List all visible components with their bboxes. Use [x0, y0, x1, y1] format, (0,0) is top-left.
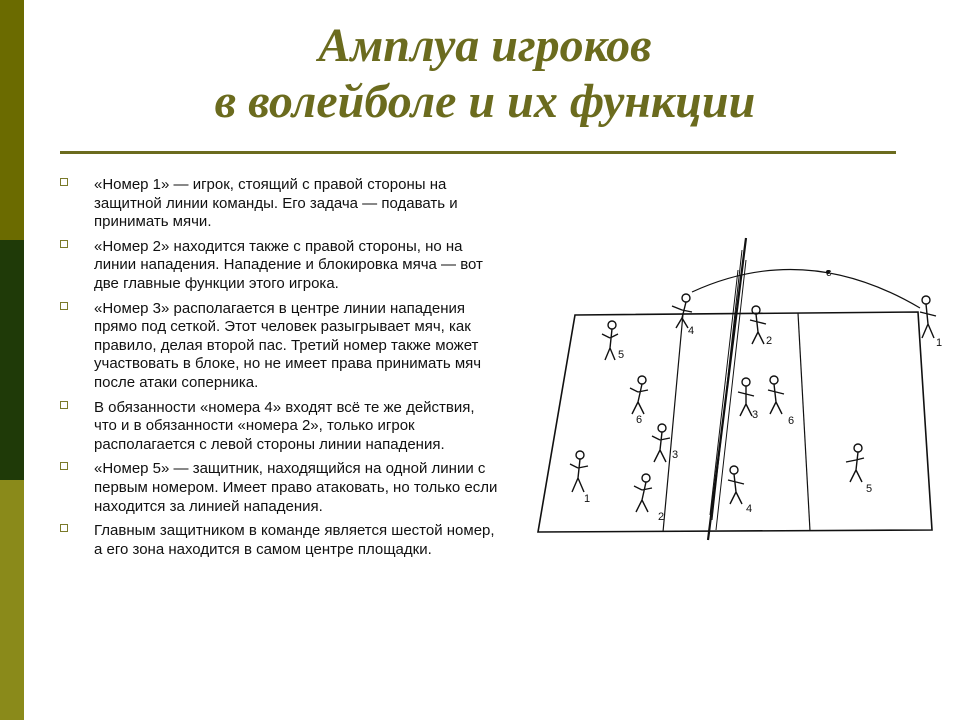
square-bullet-icon	[60, 178, 68, 186]
square-bullet-icon	[60, 302, 68, 310]
left-position-4-label: 4	[688, 325, 695, 337]
bullet-item	[58, 522, 500, 559]
right-attack-line	[798, 313, 810, 531]
title-line-2: в волейболе и их функции	[214, 75, 756, 128]
bullet-text: «Номер 5» — защитник, находящийся на одной линии с первым номером. Имеет право атаковать, но только если находится за линией нападения.	[94, 460, 498, 515]
bullet-text: Главным защитником в команде является шестой номер, а его зона находится в самом центре площадки.	[94, 522, 495, 558]
player-figure	[652, 424, 670, 462]
left-accent-bar	[0, 0, 24, 720]
player-figure	[846, 444, 864, 482]
player-figures	[570, 294, 936, 512]
accent-bar-top	[0, 0, 24, 240]
right-position-6-label: 6	[788, 415, 795, 427]
slide-title	[60, 18, 910, 130]
square-bullet-icon	[60, 401, 68, 409]
player-figure	[920, 296, 936, 338]
bullet-text: В обязанности «номера 4» входят всё те же действия, что и в обязанности «номера 2», только игрок располагается с левой стороны линии нападения.	[94, 398, 475, 453]
player-figure	[728, 466, 744, 504]
square-bullet-icon	[60, 462, 68, 470]
volleyball-court-diagram	[520, 230, 950, 550]
bullet-item	[58, 460, 500, 516]
right-position-4-label: 4	[746, 503, 753, 515]
player-figure	[768, 376, 784, 414]
court-outline	[538, 312, 932, 532]
left-position-5-label: 5	[618, 349, 625, 361]
square-bullet-icon	[60, 240, 68, 248]
bullet-item	[58, 176, 500, 232]
player-figure	[602, 321, 618, 360]
title-divider	[60, 151, 896, 154]
square-bullet-icon	[60, 524, 68, 532]
accent-bar-middle	[0, 240, 24, 480]
bullet-text: «Номер 1» — игрок, стоящий с правой стороны на защитной линии команды. Его задача — подавать и принимать мячи.	[94, 176, 458, 231]
bullet-list	[58, 176, 500, 565]
bullet-item	[58, 238, 500, 294]
title-line-1: Амплуа игроков	[318, 19, 652, 72]
bullet-text: «Номер 2» находится также с правой стороны, но на линии нападения. Нападение и блокировка мяча — вот две главные функции этого игрока.	[94, 237, 483, 292]
right-position-1-label: 1	[936, 337, 943, 349]
accent-bar-bottom	[0, 480, 24, 720]
player-figure	[750, 306, 766, 344]
player-figure	[634, 474, 652, 512]
left-position-2-label: 2	[658, 511, 665, 523]
left-position-1-label: 1	[584, 493, 591, 505]
net-mesh	[710, 250, 746, 530]
bullet-item	[58, 399, 500, 455]
left-position-3-label: 3	[672, 449, 679, 461]
right-position-3-label: 3	[752, 409, 759, 421]
player-figure	[630, 376, 648, 414]
bullet-text: «Номер 3» располагается в центре линии нападения прямо под сеткой. Этот человек разыгрывает мяч, как правило, делая второй пас. Третий номер также может участвовать в блоке, но не имеет права принимать мяч после атаки соперника.	[94, 299, 482, 391]
right-position-2-label: 2	[766, 335, 773, 347]
player-figure	[570, 451, 588, 492]
left-attack-line	[663, 314, 683, 532]
right-position-5-label: 5	[866, 483, 873, 495]
ball-path-label: c	[826, 267, 832, 279]
left-position-6-label: 6	[636, 414, 643, 426]
ball-trajectory	[692, 269, 920, 308]
bullet-item	[58, 300, 500, 393]
